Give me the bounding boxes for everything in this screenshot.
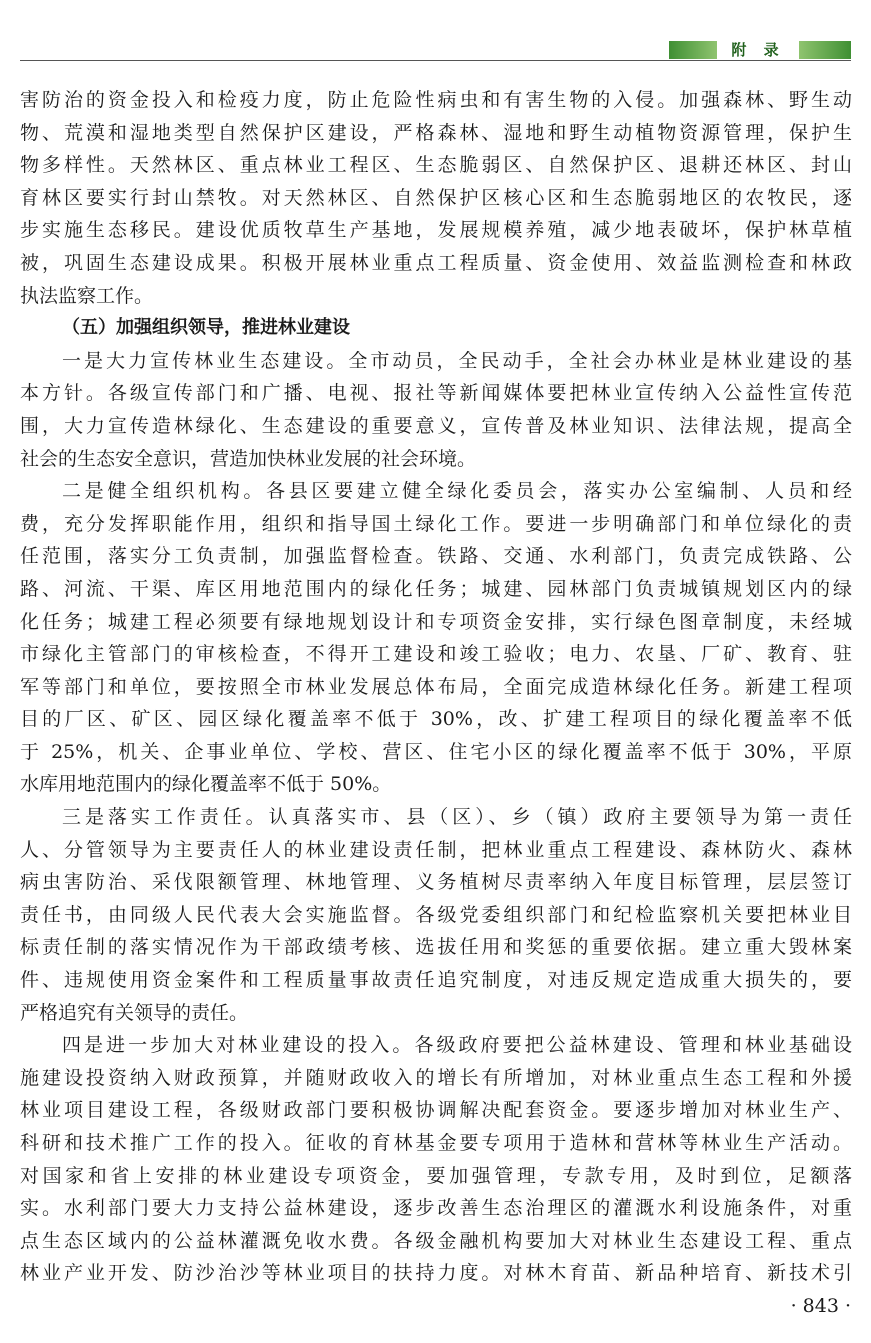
text-line: 于 25%，机关、企事业单位、学校、营区、住宅小区的绿化覆盖率不低于 30%，平原	[20, 740, 852, 763]
text-line: 执法监察工作。	[20, 284, 154, 307]
text-line: 点生态区域内的公益林灌溉免收水费。各级金融机构要加大对林业生态建设工程、重点	[20, 1229, 852, 1252]
text-line: 责任书，由同级人民代表大会实施监督。各级党委组织部门和纪检监察机关要把林业目	[20, 903, 852, 926]
text-line: 严格追究有关领导的责任。	[20, 1001, 249, 1024]
header-decoration-bar	[669, 41, 717, 59]
section-heading: （五）加强组织领导，推进林业建设	[62, 317, 350, 339]
text-line: 路、河流、干渠、库区用地范围内的绿化任务；城建、园林部门负责城镇规划区内的绿	[20, 577, 852, 600]
header-label: 附 录	[731, 41, 785, 59]
text-line: 病虫害防治、采伐限额管理、林地管理、义务植树尽责率纳入年度目标管理，层层签订	[20, 871, 852, 894]
text-line: 科研和技术推广工作的投入。征收的育林基金要专项用于造林和营林等林业生产活动。	[20, 1132, 852, 1154]
text-line: 育林区要实行封山禁牧。对天然林区、自然保护区核心区和生态脆弱地区的农牧民，逐	[20, 186, 852, 209]
text-line: 对国家和省上安排的林业建设专项资金，要加强管理，专款专用，及时到位，足额落	[20, 1164, 852, 1187]
text-line: 林业项目建设工程，各级财政部门要积极协调解决配套资金。要逐步增加对林业生产、	[20, 1099, 852, 1122]
text-line: 施建设投资纳入财政预算，并随财政收入的增长有所增加，对林业重点生态工程和外援	[20, 1066, 852, 1089]
text-line: 二是健全组织机构。各县区要建立健全绿化委员会，落实办公室编制、人员和经	[62, 480, 852, 503]
text-line: 四是进一步加大对林业建设的投入。各级政府要把公益林建设、管理和林业基础设	[62, 1034, 852, 1057]
text-line: 实。水利部门要大力支持公益林建设，逐步改善生态治理区的灌溉水利设施条件，对重	[20, 1197, 852, 1220]
text-line: 围，大力宣传造林绿化、生态建设的重要意义，宣传普及林业知识、法律法规，提高全	[20, 414, 852, 437]
header-decoration-bar	[799, 41, 851, 59]
text-line: 任范围，落实分工负责制，加强监督检查。铁路、交通、水利部门，负责完成铁路、公	[20, 545, 852, 568]
text-line: 本方针。各级宣传部门和广播、电视、报社等新闻媒体要把林业宣传纳入公益性宣传范	[20, 382, 852, 405]
text-line: 物、荒漠和湿地类型自然保护区建设，严格森林、湿地和野生动植物资源管理，保护生	[20, 121, 852, 144]
text-line: 三是落实工作责任。认真落实市、县（区）、乡（镇）政府主要领导为第一责任	[62, 806, 852, 829]
header-rule	[20, 60, 851, 61]
text-line: 军等部门和单位，要按照全市林业发展总体布局，全面完成造林绿化任务。新建工程项	[20, 675, 852, 698]
text-line: 被，巩固生态建设成果。积极开展林业重点工程质量、资金使用、效益监测检查和林政	[20, 251, 852, 274]
text-line: 费，充分发挥职能作用，组织和指导国土绿化工作。要进一步明确部门和单位绿化的责	[20, 512, 852, 535]
text-line: 化任务；城建工程必须要有绿地规划设计和专项资金安排，实行绿色图章制度，未经城	[20, 610, 852, 633]
body-text	[20, 84, 852, 1290]
text-line: 物多样性。天然林区、重点林业工程区、生态脆弱区、自然保护区、退耕还林区、封山	[20, 154, 852, 177]
running-header	[669, 41, 851, 59]
text-line: 目的厂区、矿区、园区绿化覆盖率不低于 30%，改、扩建工程项目的绿化覆盖率不低	[20, 708, 852, 731]
page-number: · 843 ·	[790, 1295, 851, 1317]
text-line: 林业产业开发、防沙治沙等林业项目的扶持力度。对林木育苗、新品种培育、新技术引	[20, 1262, 852, 1285]
text-line: 步实施生态移民。建设优质牧草生产基地，发展规模养殖，减少地表破坏，保护林草植	[20, 219, 852, 242]
text-line: 标责任制的落实情况作为干部政绩考核、选拔任用和奖惩的重要依据。建立重大毁林案	[20, 936, 852, 959]
text-line: 水库用地范围内的绿化覆盖率不低于 50%。	[20, 773, 392, 796]
text-line: 社会的生态安全意识，营造加快林业发展的社会环境。	[20, 447, 477, 470]
text-line: 害防治的资金投入和检疫力度，防止危险性病虫和有害生物的入侵。加强森林、野生动	[20, 89, 852, 111]
text-line: 市绿化主管部门的审核检查，不得开工建设和竣工验收；电力、农垦、厂矿、教育、驻	[20, 643, 852, 666]
text-line: 一是大力宣传林业生态建设。全市动员，全民动手，全社会办林业是林业建设的基	[62, 349, 852, 372]
text-line: 人、分管领导为主要责任人的林业建设责任制，把林业重点工程建设、森林防火、森林	[20, 838, 852, 861]
text-line: 件、违规使用资金案件和工程质量事故责任追究制度，对违反规定造成重大损失的，要	[20, 969, 852, 992]
